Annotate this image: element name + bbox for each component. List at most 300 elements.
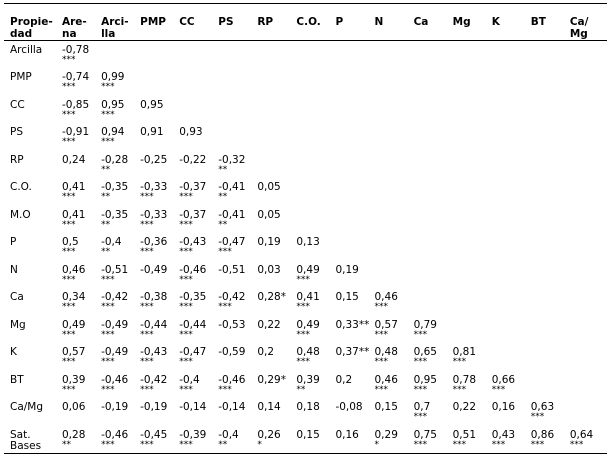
table-cell (177, 123, 216, 151)
cell-value: 0,03 (257, 263, 281, 276)
table-cell (412, 206, 451, 234)
table-body (4, 41, 607, 454)
table-cell (99, 233, 138, 261)
table-cell (177, 68, 216, 96)
table-cell (373, 316, 412, 344)
significance-marker: *** (413, 357, 428, 367)
table-cell (99, 123, 138, 151)
table-cell (490, 398, 529, 426)
significance-marker: *** (179, 219, 193, 230)
table-cell (373, 151, 412, 179)
cell-value: -0,43 (179, 236, 207, 248)
significance-marker: *** (62, 192, 76, 202)
cell-value: -0,35 (179, 291, 207, 303)
cell-value: -0,47 (179, 346, 207, 358)
cell-value: -0,78 (62, 44, 90, 56)
table-cell (333, 371, 372, 399)
table-cell (216, 371, 255, 399)
table-cell (490, 316, 529, 344)
table-cell (333, 426, 372, 454)
table-cell (138, 371, 177, 399)
table-cell (451, 151, 490, 179)
column-header: PMP (138, 4, 177, 41)
table-cell (138, 233, 177, 261)
cell-value: 0,64 (569, 428, 594, 441)
cell-value: -0,33 (140, 208, 168, 221)
significance-marker: *** (296, 302, 310, 312)
table-cell (294, 206, 333, 234)
table-cell (294, 343, 333, 371)
table-cell (255, 123, 294, 151)
significance-marker: *** (140, 219, 154, 230)
significance-marker: *** (452, 357, 467, 367)
table-cell (412, 316, 451, 344)
table-cell (60, 41, 99, 69)
table-cell (451, 233, 490, 261)
table-cell (216, 206, 255, 234)
table-cell (99, 206, 138, 234)
table-cell (138, 178, 177, 206)
table-cell (216, 426, 255, 454)
table-cell (490, 233, 529, 261)
table-cell (529, 426, 568, 454)
significance-marker: ** (218, 439, 228, 450)
cell-value: 0,49 (62, 318, 86, 331)
significance-marker: *** (374, 384, 388, 395)
cell-value: 0,48 (374, 346, 398, 358)
significance-marker: *** (140, 384, 154, 395)
table-cell (373, 178, 412, 206)
table-cell (412, 68, 451, 96)
table-cell (529, 371, 568, 399)
table-cell (294, 96, 333, 124)
cell-value: -0,42 (218, 291, 246, 303)
table-cell (451, 398, 490, 426)
table-cell (216, 343, 255, 371)
cell-value: -0,19 (101, 401, 129, 413)
table-cell (333, 261, 372, 289)
significance-marker: *** (374, 329, 388, 340)
cell-value: -0,39 (179, 428, 207, 441)
cell-value: -0,14 (218, 401, 246, 413)
table-cell (216, 123, 255, 151)
cell-value: 0,91 (140, 126, 164, 138)
table-header-row (4, 4, 607, 41)
table-cell (451, 426, 490, 454)
table-cell (412, 151, 451, 179)
table-cell (99, 288, 138, 316)
cell-value: 0,46 (374, 291, 398, 303)
cell-value: 0,86 (530, 428, 555, 441)
table-cell (60, 316, 99, 344)
cell-value: 0,7 (413, 401, 431, 413)
significance-marker: *** (62, 247, 76, 257)
table-cell (568, 206, 607, 234)
table-cell (490, 426, 529, 454)
table-cell (216, 398, 255, 426)
table-cell (138, 288, 177, 316)
significance-marker: ** (62, 439, 71, 450)
table-cell (177, 96, 216, 124)
table-cell (412, 288, 451, 316)
cell-value: -0,42 (140, 373, 168, 386)
table-cell (373, 371, 412, 399)
cell-value: 0,18 (296, 401, 320, 413)
column-header: Are- na (60, 4, 99, 41)
significance-marker: *** (296, 329, 310, 340)
cell-value: -0,46 (101, 373, 129, 386)
significance-marker: *** (179, 247, 193, 257)
table-cell (177, 343, 216, 371)
significance-marker: *** (62, 274, 76, 285)
table-cell (568, 316, 607, 344)
cell-value: 0,39 (296, 373, 320, 386)
table-cell (529, 96, 568, 124)
significance-marker: *** (413, 384, 428, 395)
significance-marker: ** (218, 219, 228, 230)
significance-marker: *** (374, 357, 388, 367)
table-cell (138, 343, 177, 371)
table-cell (216, 316, 255, 344)
cell-value: -0,37 (179, 208, 207, 221)
table-cell (60, 398, 99, 426)
significance-marker: *** (179, 274, 193, 285)
cell-value: 0,19 (335, 263, 359, 276)
table-cell (60, 151, 99, 179)
significance-marker: *** (101, 357, 115, 367)
table-cell (138, 206, 177, 234)
cell-value: 0,14 (257, 401, 281, 413)
cell-value: 0,19 (257, 236, 281, 248)
significance-marker: *** (140, 302, 154, 312)
significance-marker: *** (413, 439, 428, 450)
significance-marker: *** (218, 384, 232, 395)
table-cell (373, 343, 412, 371)
table-cell (490, 288, 529, 316)
cell-value: 0,48 (296, 346, 320, 358)
table-cell (60, 68, 99, 96)
table-cell (490, 206, 529, 234)
significance-marker: *** (62, 55, 76, 65)
column-header: C.O. (294, 4, 333, 41)
table-cell (294, 233, 333, 261)
cell-value: -0,47 (218, 236, 246, 248)
table-cell (99, 178, 138, 206)
table-cell (138, 398, 177, 426)
table-cell (451, 343, 490, 371)
significance-marker: *** (413, 412, 428, 422)
cell-value: -0,25 (140, 153, 168, 166)
table-cell (568, 41, 607, 69)
cell-value: 0,15 (335, 291, 359, 303)
table-cell (333, 343, 372, 371)
cell-value: -0,35 (101, 208, 129, 221)
table-cell (60, 233, 99, 261)
cell-value: -0,37 (179, 181, 207, 193)
table-cell (490, 151, 529, 179)
significance-marker: *** (530, 439, 545, 450)
table-cell (255, 151, 294, 179)
cell-value: 0,94 (101, 126, 125, 138)
table-cell (60, 288, 99, 316)
table-cell (373, 288, 412, 316)
table-cell (412, 96, 451, 124)
table-cell (60, 426, 99, 454)
cell-value: 0,41 (62, 181, 86, 193)
table-cell (138, 96, 177, 124)
cell-value: 0,95 (140, 98, 164, 111)
table-row (4, 96, 607, 124)
significance-marker: ** (296, 384, 306, 395)
table-cell (138, 151, 177, 179)
table-cell (412, 371, 451, 399)
column-header: CC (177, 4, 216, 41)
table-cell (568, 426, 607, 454)
row-label: PS (10, 126, 23, 138)
cell-value: 0,28* (257, 291, 286, 303)
significance-marker: *** (413, 329, 428, 340)
table-cell (294, 178, 333, 206)
table-row (4, 41, 607, 69)
table-cell (99, 371, 138, 399)
table-cell (333, 178, 372, 206)
table-cell (216, 178, 255, 206)
table-cell (138, 316, 177, 344)
cell-value: 0,05 (257, 181, 281, 193)
table-cell (60, 206, 99, 234)
table-cell (138, 41, 177, 69)
table-cell (294, 41, 333, 69)
cell-value: 0,5 (62, 236, 79, 248)
cell-value: -0,91 (62, 126, 90, 138)
table-cell (294, 426, 333, 454)
table-cell (99, 426, 138, 454)
significance-marker: *** (101, 274, 115, 285)
table-cell (373, 426, 412, 454)
table-cell (333, 206, 372, 234)
table-cell (373, 96, 412, 124)
table-cell (568, 96, 607, 124)
table-cell (451, 178, 490, 206)
table-row (4, 316, 607, 344)
column-header: N (373, 4, 412, 41)
table-cell (490, 68, 529, 96)
table-cell (255, 316, 294, 344)
significance-marker: *** (140, 439, 154, 450)
table-cell (99, 41, 138, 69)
cell-value: 0,95 (413, 373, 437, 386)
table-cell (529, 398, 568, 426)
table-cell (216, 261, 255, 289)
significance-marker: *** (101, 329, 115, 340)
table-cell (138, 261, 177, 289)
significance-marker: *** (179, 192, 193, 202)
cell-value: 0,22 (257, 318, 281, 331)
significance-marker: * (374, 439, 379, 450)
cell-value: 0,34 (62, 291, 86, 303)
column-header: BT (529, 4, 568, 41)
table-cell (294, 398, 333, 426)
table-cell (99, 96, 138, 124)
significance-marker: *** (179, 439, 193, 450)
table-cell (490, 123, 529, 151)
significance-marker: *** (140, 247, 154, 257)
cell-value: -0,38 (140, 291, 168, 303)
cell-value: 0,29 (374, 428, 398, 441)
significance-marker: *** (179, 357, 193, 367)
table-cell (60, 178, 99, 206)
table-cell (451, 96, 490, 124)
cell-value: 0,79 (413, 318, 437, 331)
table-cell (412, 398, 451, 426)
table-cell (60, 123, 99, 151)
table-cell (177, 151, 216, 179)
cell-value: 0,16 (491, 401, 516, 413)
table-cell (490, 96, 529, 124)
significance-marker: *** (62, 137, 76, 147)
cell-value: 0,05 (257, 208, 281, 221)
table-cell (99, 343, 138, 371)
cell-value: 0,95 (101, 98, 125, 111)
table-cell (177, 398, 216, 426)
cell-value: -0,4 (218, 428, 239, 441)
table-cell (255, 206, 294, 234)
table-row (4, 371, 607, 399)
table-cell (373, 68, 412, 96)
table-cell (99, 151, 138, 179)
table-row (4, 343, 607, 371)
significance-marker: *** (62, 219, 76, 230)
table-cell (99, 261, 138, 289)
table-cell (568, 261, 607, 289)
cell-value: 0,26 (257, 428, 281, 441)
row-label: Ca (10, 291, 24, 303)
significance-marker: *** (374, 302, 388, 312)
table-row (4, 233, 607, 261)
significance-marker: *** (62, 82, 76, 92)
table-cell (138, 123, 177, 151)
cell-value: -0,41 (218, 181, 246, 193)
cell-value: 0,16 (335, 428, 359, 441)
cell-value: -0,44 (179, 318, 207, 331)
significance-marker: ** (218, 192, 228, 202)
table-cell (177, 288, 216, 316)
table-cell (216, 233, 255, 261)
table-cell (333, 123, 372, 151)
cell-value: -0,28 (101, 153, 129, 166)
cell-value: 0,57 (374, 318, 398, 331)
table-cell (490, 41, 529, 69)
table-cell (373, 41, 412, 69)
table-cell (373, 233, 412, 261)
table-cell (333, 398, 372, 426)
table-cell (412, 426, 451, 454)
table-cell (568, 123, 607, 151)
significance-marker: *** (62, 302, 76, 312)
row-label: PMP (10, 71, 32, 83)
cell-value: 0,15 (296, 428, 320, 441)
table-cell (373, 206, 412, 234)
cell-value: -0,08 (335, 401, 363, 413)
cell-value: -0,4 (179, 373, 200, 386)
row-label: BT (10, 373, 24, 386)
row-label: K (10, 346, 17, 358)
table-cell (529, 41, 568, 69)
table-cell (255, 233, 294, 261)
table-row (4, 151, 607, 179)
table-cell (490, 343, 529, 371)
significance-marker: *** (179, 384, 193, 395)
table-cell (451, 206, 490, 234)
cell-value: -0,85 (62, 98, 90, 111)
table-cell (255, 288, 294, 316)
cell-value: 0,93 (179, 126, 203, 138)
table-cell (568, 343, 607, 371)
cell-value: -0,53 (218, 318, 246, 331)
significance-marker: ** (101, 164, 111, 175)
cell-value: 0,28 (62, 428, 86, 441)
significance-marker: *** (296, 357, 310, 367)
table-cell (177, 206, 216, 234)
cell-value: -0,14 (179, 401, 207, 413)
table-row (4, 178, 607, 206)
table-row (4, 123, 607, 151)
cell-value: -0,46 (218, 373, 246, 386)
table-cell (529, 288, 568, 316)
table-cell (490, 261, 529, 289)
table-cell (568, 68, 607, 96)
cell-value: -0,42 (101, 291, 129, 303)
table-cell (294, 288, 333, 316)
cell-value: 0,2 (335, 373, 353, 386)
table-cell (373, 398, 412, 426)
cell-value: 0,15 (374, 401, 398, 413)
significance-marker: *** (452, 439, 467, 450)
table-cell (255, 178, 294, 206)
table-cell (294, 316, 333, 344)
cell-value: -0,22 (179, 153, 207, 166)
significance-marker: *** (62, 357, 76, 367)
significance-marker: *** (101, 302, 115, 312)
significance-marker: *** (179, 302, 193, 312)
table-cell (529, 178, 568, 206)
row-label: P (10, 236, 17, 248)
table-cell (138, 426, 177, 454)
table-cell (451, 41, 490, 69)
significance-marker: *** (218, 247, 232, 257)
table-cell (216, 288, 255, 316)
cell-value: 0,65 (413, 346, 437, 358)
significance-marker: *** (101, 439, 115, 450)
cell-value: 0,57 (62, 346, 86, 358)
table-row (4, 426, 607, 454)
cell-value: 0,46 (62, 263, 86, 276)
cell-value: 0,22 (452, 401, 477, 413)
significance-marker: *** (140, 357, 154, 367)
table-cell (294, 151, 333, 179)
table-cell (177, 233, 216, 261)
significance-marker: *** (491, 384, 506, 395)
table-cell (255, 96, 294, 124)
column-header: PS (216, 4, 255, 41)
significance-marker: *** (101, 82, 115, 92)
column-header: Ca (412, 4, 451, 41)
cell-value: -0,35 (101, 181, 129, 193)
table-cell (216, 68, 255, 96)
cell-value: -0,51 (101, 263, 129, 276)
table-cell (490, 178, 529, 206)
cell-value: -0,46 (101, 428, 129, 441)
